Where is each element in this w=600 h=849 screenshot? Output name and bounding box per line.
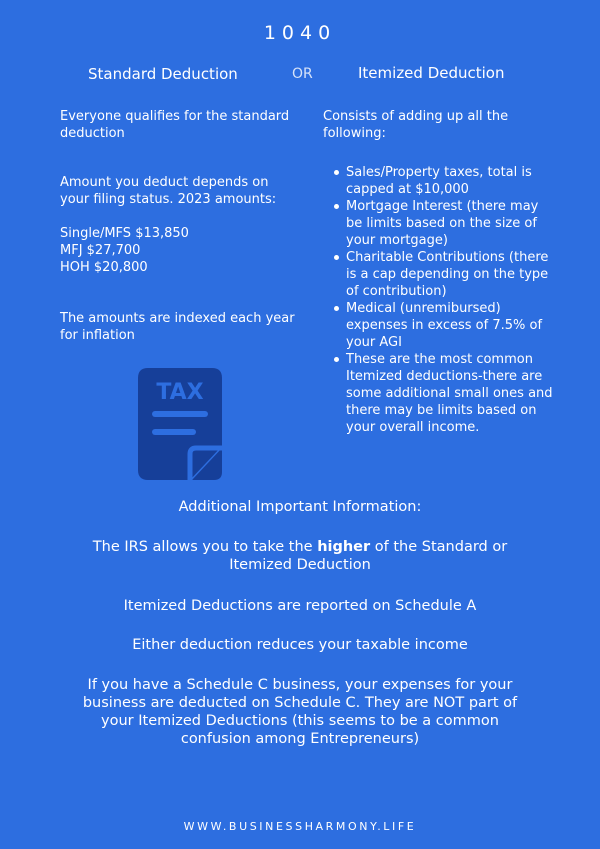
standard-qualify-text: Everyone qualifies for the standard deduction xyxy=(60,109,290,141)
higher-pre: The IRS allows you to take the xyxy=(92,539,318,555)
page-title: 1040 xyxy=(263,22,337,44)
list-item-text: Mortgage Interest (there may be limits based on the size of your mortgage) xyxy=(346,199,539,248)
schedule-a-text: Itemized Deductions are reported on Schedule A xyxy=(123,598,477,614)
higher-post: of the Standard or Itemized Deduction xyxy=(229,539,508,573)
additional-info-heading: Additional Important Information: xyxy=(178,499,422,515)
bullet-icon xyxy=(334,170,339,175)
or-separator: OR xyxy=(292,66,313,82)
itemized-deduction-column xyxy=(323,108,563,436)
schedule-c-text xyxy=(0,676,600,748)
itemized-deduction-heading: Itemized Deduction xyxy=(358,64,505,82)
higher-bold: higher xyxy=(317,539,371,555)
itemized-intro-text: Consists of adding up all the following: xyxy=(323,109,509,141)
list-item xyxy=(323,164,556,198)
single-amount: Single/MFS $13,850 xyxy=(60,226,189,241)
bullet-icon xyxy=(334,306,339,311)
bullet-icon xyxy=(334,357,339,362)
tax-document-icon xyxy=(138,368,222,486)
bullet-icon xyxy=(334,255,339,260)
higher-deduction-text xyxy=(0,538,600,574)
hoh-amount: HOH $20,800 xyxy=(60,260,148,275)
list-item-text: Charitable Contributions (there is a cap depending on the type of contribution) xyxy=(346,250,549,299)
list-item xyxy=(323,198,556,249)
taxable-income-text: Either deduction reduces your taxable income xyxy=(132,637,468,653)
filing-status-text: Amount you deduct depends on your filing status. 2023 amounts: xyxy=(60,175,277,207)
footer-website-link[interactable]: WWW.BUSINESSHARMONY.LIFE xyxy=(183,820,417,833)
list-item xyxy=(323,300,556,351)
list-item-text: Medical (unremibursed) expenses in excess of 7.5% of your AGI xyxy=(346,301,543,350)
list-item-text: These are the most common Itemized deductions-there are some additional small ones and there may be limits based on your overall income. xyxy=(346,352,553,435)
standard-deduction-heading: Standard Deduction xyxy=(88,65,238,83)
higher-deduction-wrap xyxy=(65,538,535,574)
schedule-c-wrap: If you have a Schedule C business, your expenses for your business are deducted on Schedule C. They are NOT part of your Itemized Deductions (this seems to be a common confusion among Entrepreneurs) xyxy=(82,677,518,747)
list-item-text: Sales/Property taxes, total is capped at $10,000 xyxy=(346,165,532,197)
itemized-list xyxy=(323,164,563,436)
list-item xyxy=(323,249,556,300)
mfj-amount: MFJ $27,700 xyxy=(60,243,141,258)
list-item xyxy=(323,351,556,436)
inflation-text: The amounts are indexed each year for inflation xyxy=(60,311,295,343)
tax-icon-label: TAX xyxy=(156,380,204,405)
bullet-icon xyxy=(334,204,339,209)
